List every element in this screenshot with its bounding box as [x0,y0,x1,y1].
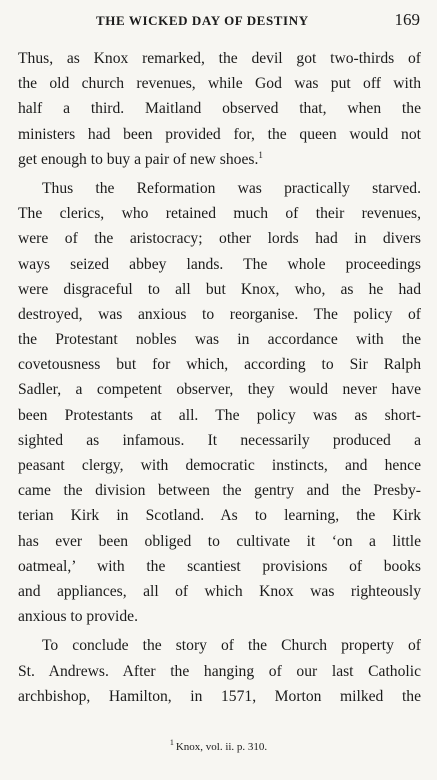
text-line: been Protestants at all. The policy was as short- [18,406,421,424]
text-line: archbishop, Hamilton, in 1571, Morton milked the [18,687,421,705]
page-header [0,10,437,32]
text-line: ways seized abbey lands. The whole proceedings [18,255,421,273]
footnote-text: Knox, vol. ii. p. 310. [175,741,268,753]
text-line: peasant clergy, with democratic instincts, and hence [18,457,421,474]
footnote [0,738,437,753]
body-text [18,46,421,709]
text-line: ministers had been provided for, the queen would not [18,125,421,143]
text-line: anxious to provide. [18,608,138,626]
text-line: destroyed, was anxious to reorganise. The policy of [18,305,421,323]
text-line: St. Andrews. After the hanging of our last Catholic [18,662,421,680]
text-line: came the division between the gentry and the Presby- [18,482,421,500]
text-line: The clerics, who retained much of their revenues, [18,205,421,223]
text-line: terian Kirk in Scotland. As to learning, the Kirk [18,507,421,525]
text-line: oatmeal,’ with the scantiest provisions of books [18,557,421,575]
text-line: the Protestant nobles was in accordance with the [18,331,421,349]
footnote-reference[interactable]: 1 [258,149,263,160]
text-line: get enough to buy a pair of new shoes. [18,150,259,168]
page-number: 169 [394,10,420,29]
text-line-with-footnote [18,147,421,172]
text-line: the old church revenues, while God was put off with [18,75,421,93]
text-line: Thus the Reformation was practically starved. [42,179,421,197]
paragraph-1 [18,46,421,172]
text-line: half a third. Maitland observed that, when the [18,100,421,118]
text-line: sighted as infamous. It necessarily produced a [18,431,421,449]
text-line: Thus, as Knox remarked, the devil got two-thirds of [18,50,421,67]
text-line: were of the aristocracy; other lords had in divers [18,230,421,248]
text-line: covetousness but for which, according to Sir Ralph [18,356,421,374]
paragraph-2 [18,176,421,629]
paragraph-3 [18,633,421,709]
text-line: To conclude the story of the Church property of [42,637,421,655]
text-line: has ever been obliged to cultivate it ‘on a little [18,532,421,550]
text-line: Sadler, a competent observer, they would never have [18,381,421,399]
text-line: were disgraceful to all but Knox, who, as he had [18,280,421,298]
text-line: and appliances, all of which Knox was righteously [18,582,421,600]
footnote-mark: 1 [169,738,174,748]
running-title: THE WICKED DAY OF DESTINY [96,13,309,28]
